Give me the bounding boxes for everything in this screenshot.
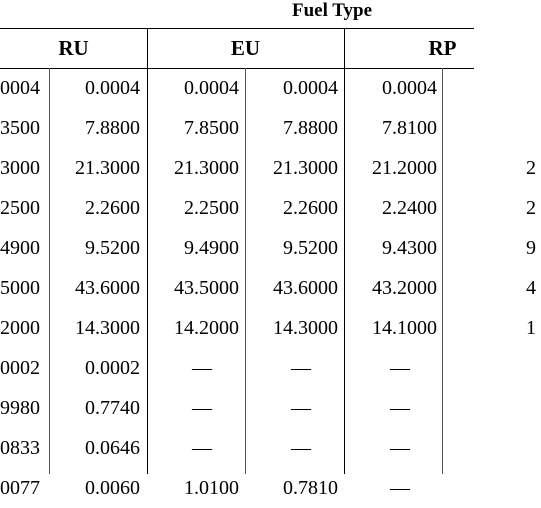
- table-cell: 9: [526, 236, 536, 259]
- table-cell: —: [291, 396, 311, 419]
- table-row: [0, 268, 536, 308]
- table-cell: —: [390, 356, 410, 379]
- table-cell: 0.0004: [283, 76, 338, 99]
- table-cell: 2.2600: [283, 196, 338, 219]
- table-cell: —: [291, 356, 311, 379]
- table-cell: 2.2400: [382, 196, 437, 219]
- table-cell: 7.8100: [382, 116, 437, 139]
- table-row: [0, 348, 474, 388]
- table-row: [0, 148, 536, 188]
- table-cell: 14.3000: [75, 316, 140, 339]
- table-row: [0, 468, 474, 508]
- table-cell: 0.0004: [85, 76, 140, 99]
- table-cell: 7.8500: [184, 116, 239, 139]
- table-cell: 3000: [0, 156, 40, 179]
- table-cell: 21.3000: [75, 156, 140, 179]
- table-row: [0, 308, 536, 348]
- table-row: [0, 428, 474, 468]
- table-cell: 2: [526, 196, 536, 219]
- table-cell: 0.7740: [85, 396, 140, 419]
- table-cell: 0004: [0, 76, 40, 99]
- table-cell: —: [192, 356, 212, 379]
- table-cell: —: [192, 436, 212, 459]
- table-cell: 43.6000: [75, 276, 140, 299]
- table-cell: 7.8800: [283, 116, 338, 139]
- table-cell: 9.5200: [283, 236, 338, 259]
- table-cell: 9980: [0, 396, 40, 419]
- table-cell: 2.2500: [184, 196, 239, 219]
- table-cell: 2500: [0, 196, 40, 219]
- table-title: Fuel Type: [292, 0, 373, 21]
- table-row: [0, 108, 474, 148]
- table-cell: 21.3000: [273, 156, 338, 179]
- table-cell: 0.0004: [184, 76, 239, 99]
- table-cell: 0833: [0, 436, 40, 459]
- table-cell: 43.5000: [174, 276, 239, 299]
- table-cell: 1.0100: [184, 476, 239, 499]
- table-cell: [441, 428, 536, 468]
- table-cell: 14.1000: [372, 316, 437, 339]
- table-cell: 0077: [0, 476, 40, 499]
- table-cell: 9.4300: [382, 236, 437, 259]
- table-row: [0, 388, 474, 428]
- table-cell: [441, 108, 536, 148]
- table-cell: —: [291, 436, 311, 459]
- table-cell: 21.2000: [372, 156, 437, 179]
- table-cell: 2000: [0, 316, 40, 339]
- table-cell: 0.7810: [283, 476, 338, 499]
- table-cell: 43.2000: [372, 276, 437, 299]
- table-cell: 9.4900: [184, 236, 239, 259]
- table-cell: 0.0060: [85, 476, 140, 499]
- group-header-ru: RU: [58, 35, 89, 60]
- table-cell: 43.6000: [273, 276, 338, 299]
- table-cell: 14.3000: [273, 316, 338, 339]
- table-cell: 0002: [0, 356, 40, 379]
- table-cell: 4900: [0, 236, 40, 259]
- table-cell: —: [390, 436, 410, 459]
- table-row: [0, 68, 474, 108]
- table-cell: 0.0646: [85, 436, 140, 459]
- table-cell: [441, 348, 536, 388]
- table-cell: 21.3000: [174, 156, 239, 179]
- table-cell: —: [192, 396, 212, 419]
- table-cell: [441, 468, 536, 508]
- table-cell: 14.2000: [174, 316, 239, 339]
- table-cell: [441, 388, 536, 428]
- table-cell: 0.0004: [382, 76, 437, 99]
- table-cell: 4: [526, 276, 536, 299]
- group-header-eu: EU: [230, 35, 261, 60]
- table-cell: 1: [526, 316, 536, 339]
- table-cell: 9.5200: [85, 236, 140, 259]
- table-row: [0, 188, 536, 228]
- table-row: [0, 228, 536, 268]
- table-cell: 2.2600: [85, 196, 140, 219]
- table-cell: 7.8800: [85, 116, 140, 139]
- table-cell: —: [390, 396, 410, 419]
- table-cell: 2: [526, 156, 536, 179]
- group-header-rp: RP: [428, 35, 457, 60]
- table-cell: —: [390, 476, 410, 499]
- table-cell: [441, 68, 536, 108]
- table-cell: 3500: [0, 116, 40, 139]
- table-cell: 5000: [0, 276, 40, 299]
- table-cell: 0.0002: [85, 356, 140, 379]
